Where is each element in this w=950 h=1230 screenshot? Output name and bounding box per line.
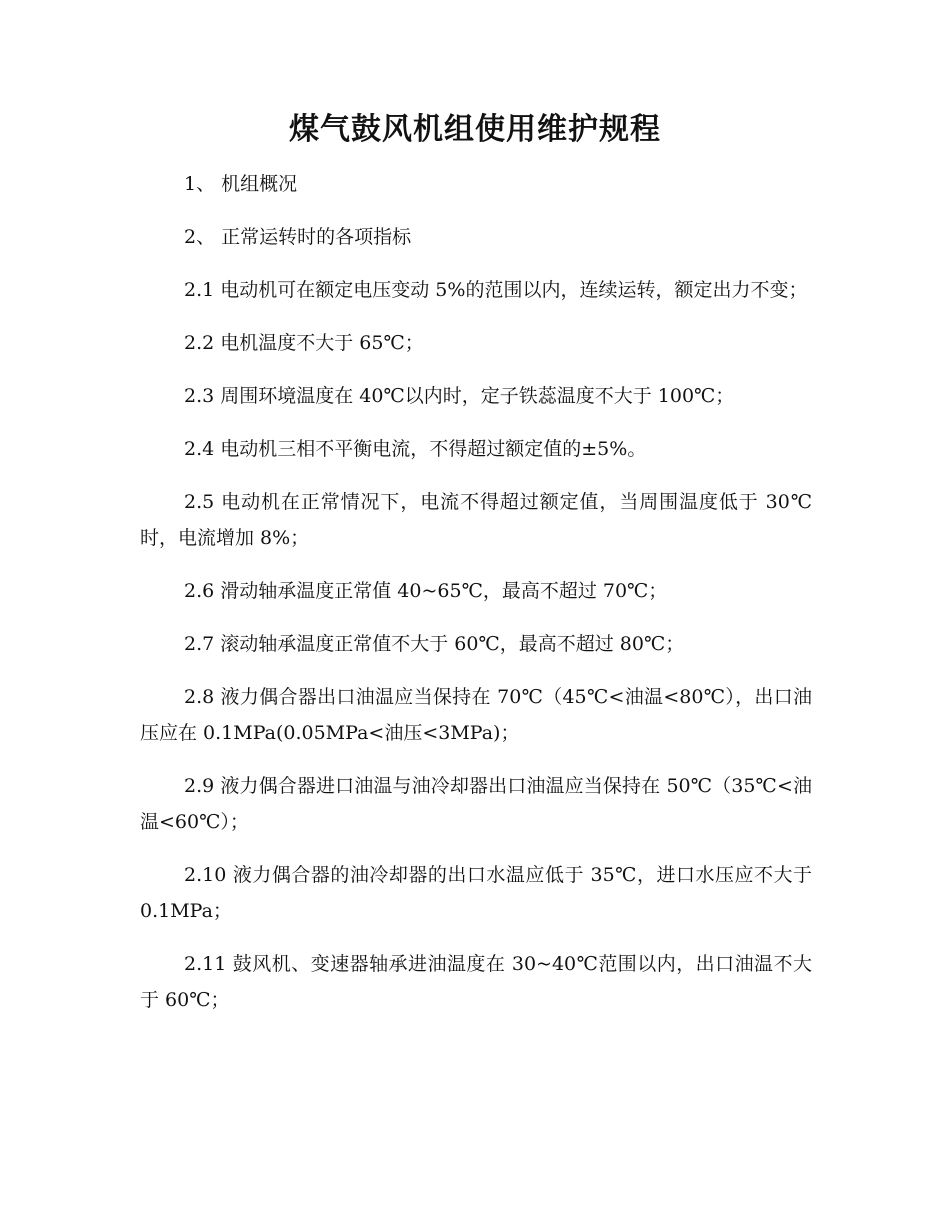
body-paragraph: 2.8 液力偶合器出口油温应当保持在 70℃（45℃<油温<80℃），出口油压应在 0.1MPa(0.05MPa<油压<3MPa)；	[140, 686, 812, 744]
document-title: 煤气鼓风机组使用维护规程	[289, 112, 661, 147]
section-heading: 1、 机组概况	[184, 173, 298, 195]
body-paragraph: 2.2 电机温度不大于 65℃；	[184, 332, 424, 354]
body-paragraph: 2.7 滚动轴承温度正常值不大于 60℃，最高不超过 80℃；	[184, 633, 685, 655]
body-paragraph: 2.5 电动机在正常情况下，电流不得超过额定值，当周围温度低于 30℃时，电流增加 8%；	[140, 491, 812, 549]
body-paragraph: 2.11 鼓风机、变速器轴承进油温度在 30~40℃范围以内，出口油温不大于 60℃；	[140, 953, 812, 1011]
body-paragraph: 2.4 电动机三相不平衡电流，不得超过额定值的±5%。	[184, 438, 647, 460]
section-heading: 2、 正常运转时的各项指标	[184, 226, 412, 248]
body-paragraph: 2.6 滑动轴承温度正常值 40~65℃，最高不超过 70℃；	[184, 580, 668, 602]
body-paragraph: 2.3 周围环境温度在 40℃以内时，定子铁蕊温度不大于 100℃；	[184, 385, 735, 407]
body-paragraph: 2.1 电动机可在额定电压变动 5%的范围以内，连续运转，额定出力不变；	[184, 279, 808, 301]
body-paragraph: 2.9 液力偶合器进口油温与油冷却器出口油温应当保持在 50℃（35℃<油温<60℃）；	[140, 775, 812, 833]
document-body	[140, 166, 812, 1035]
body-paragraph: 2.10 液力偶合器的油冷却器的出口水温应低于 35℃，进口水压应不大于 0.1MPa；	[140, 864, 812, 922]
